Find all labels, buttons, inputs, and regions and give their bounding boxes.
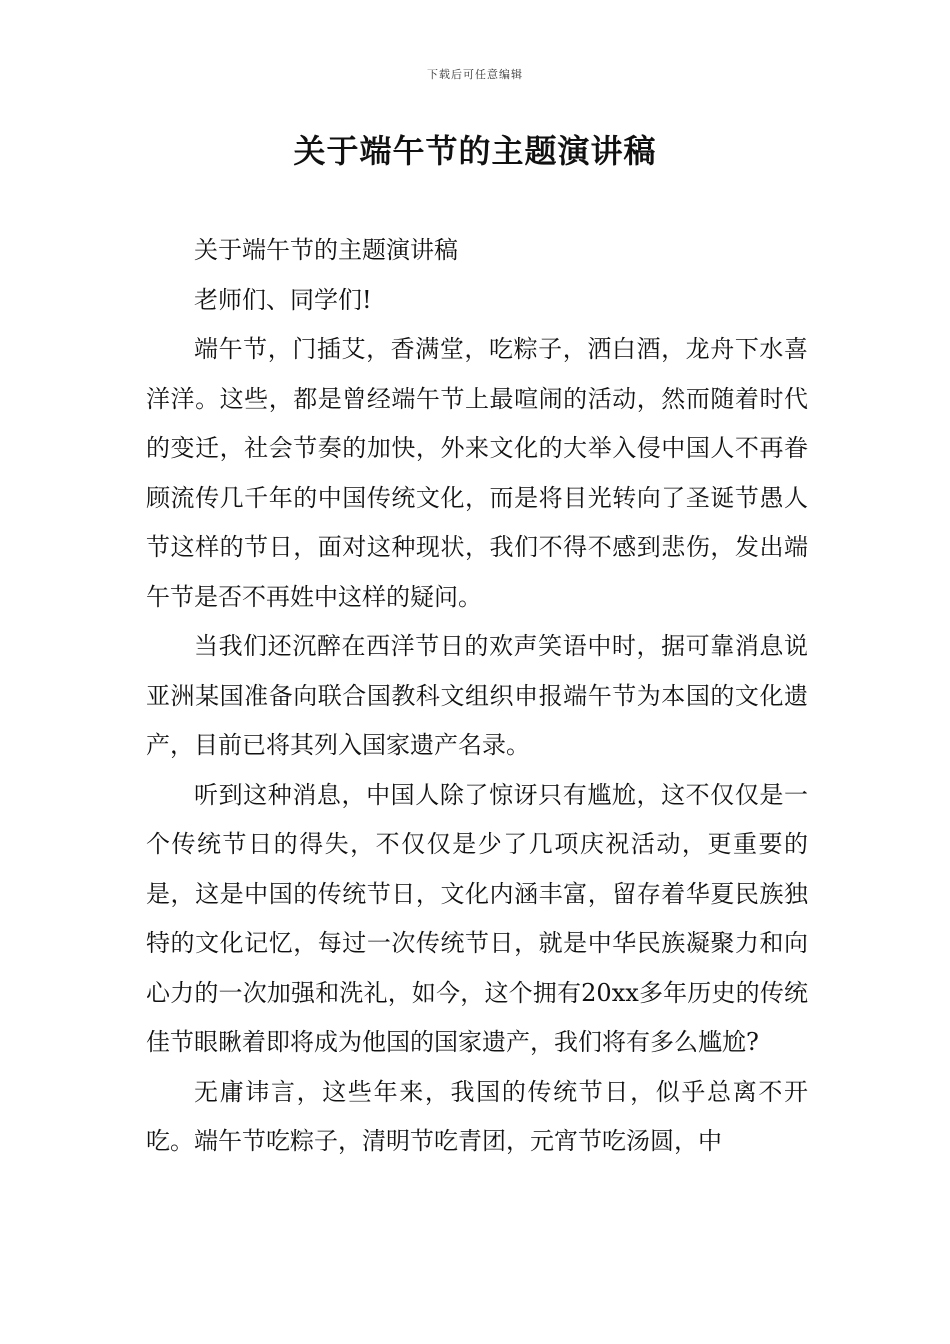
document-body — [146, 226, 808, 1167]
header-note: 下载后可任意编辑 — [427, 68, 523, 81]
paragraph: 端午节，门插艾，香满堂，吃粽子，洒白酒，龙舟下水喜洋洋。这些，都是曾经端午节上最喧闹的活动，然而随着时代的变迁，社会节奏的加快，外来文化的大举入侵中国人不再眷顾流传几千年的中国传统文化，而是将目光转向了圣诞节愚人节这样的节日，面对这种现状，我们不得不感到悲伤，发出端午节是否不再姓中这样的疑问。 — [146, 335, 808, 611]
paragraph-salutation: 老师们、同学们! — [194, 285, 372, 314]
paragraph: 听到这种消息，中国人除了惊讶只有尴尬，这不仅仅是一个传统节日的得失，不仅仅是少了几项庆祝活动，更重要的是，这是中国的传统节日，文化内涵丰富，留存着华夏民族独特的文化记忆，每过一次传统节日，就是中华民族凝聚力和向心力的一次加强和洗礼，如今，这个拥有20xx多年历史的传统佳节眼瞅着即将成为他国的国家遗产，我们将有多么尴尬? — [146, 780, 808, 1056]
paragraph-subtitle: 关于端午节的主题演讲稿 — [194, 236, 458, 264]
document-title: 关于端午节的主题演讲稿 — [293, 132, 657, 170]
paragraph: 当我们还沉醉在西洋节日的欢声笑语中时，据可靠消息说亚洲某国准备向联合国教科文组织申报端午节为本国的文化遗产，目前已将其列入国家遗产名录。 — [146, 632, 808, 759]
paragraph: 无庸讳言，这些年来，我国的传统节日，似乎总离不开吃。端午节吃粽子，清明节吃青团，元宵节吃汤圆，中 — [146, 1077, 808, 1155]
